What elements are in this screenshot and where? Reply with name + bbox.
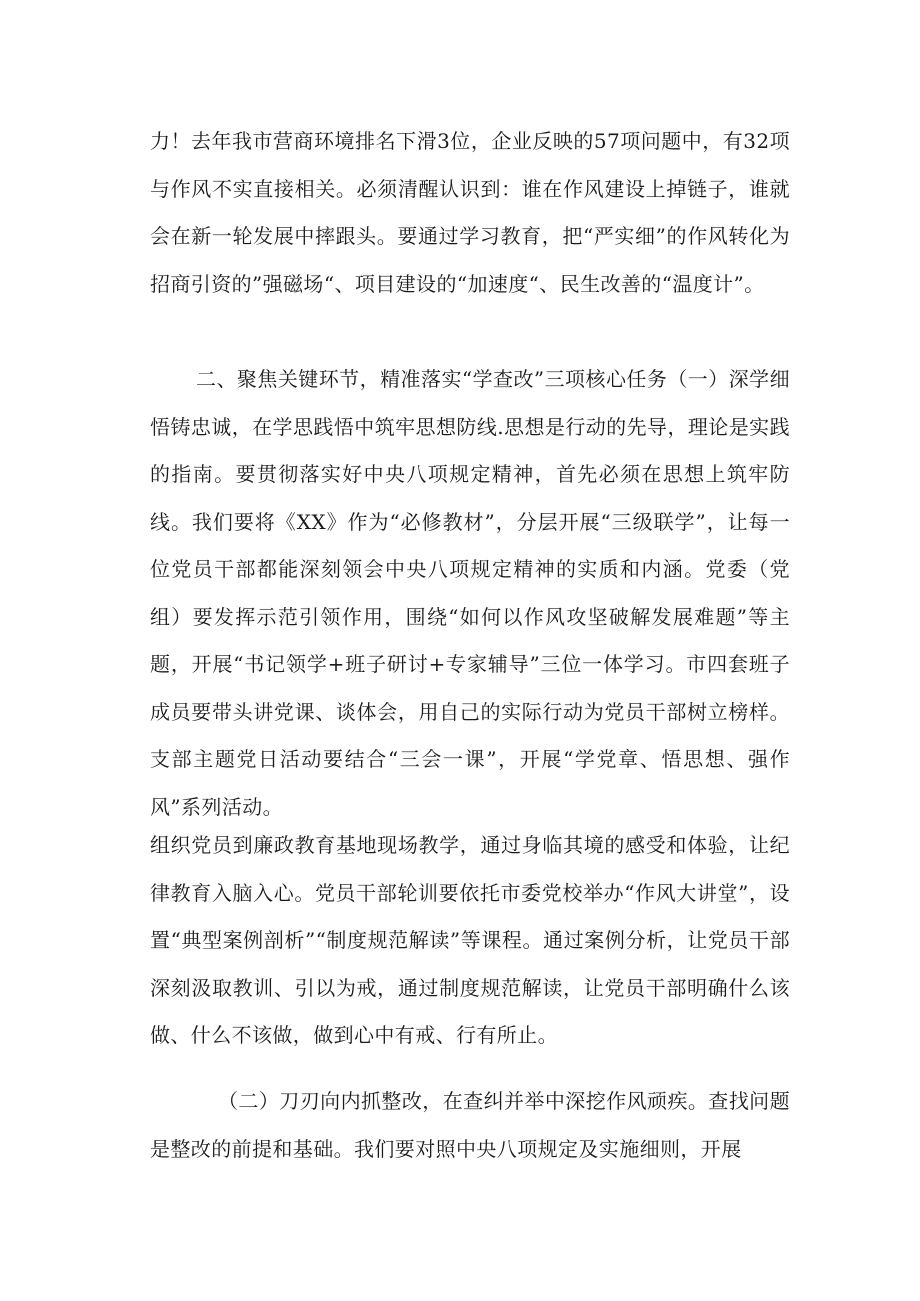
paragraph-rectification: （二）刀刃向内抓整改，在查纠并举中深挖作风顽疾。查找问题是整改的前提和基础。我们要对照中央八项规定及实施细则，开展 (150, 1089, 790, 1161)
paragraph-section-two: 二、聚焦关键环节，精准落实“学查改”三项核心任务（一）深学细悟铸忠诚，在学思践悟中筑牢思想防线.思想是行动的先导，理论是实践的指南。要贯彻落实好中央八项规定精神，首先必须在思想上筑牢防线。我们要将《XX》作为“必修教材”，分层开展“三级联学”，让每一位党员干部都能深刻领会中央八项规定精神的实质和内涵。党委（党组）要发挥示范引领作用，围绕“如何以作风攻坚破解发展难题”等主题，开展“书记领学+班子研讨+专家辅导”三位一体学习。市四套班子成员要带头讲党课、谈体会，用自己的实际行动为党员干部树立榜样。支部主题党日活动要结合“三会一课”，开展“学党章、悟思想、强作风”系列活动。 (150, 367, 790, 819)
paragraph-discipline-education: 组织党员到廉政教育基地现场教学，通过身临其境的感受和体验，让纪律教育入脑入心。党员干部轮训要依托市委党校举办“作风大讲堂”，设置“典型案例剖析”“制度规范解读”等课程。通过案例分析，让党员干部深刻汲取教训、引以为戒，通过制度规范解读，让党员干部明确什么该做、什么不该做，做到心中有戒、行有所止。 (150, 833, 790, 1047)
paragraph-continuation: 力！去年我市营商环境排名下滑3位，企业反映的57项问题中，有32项与作风不实直接相关。必须清醒认识到：谁在作风建设上掉链子，谁就会在新一轮发展中摔跟头。要通过学习教育，把“严实细”的作风转化为招商引资的”强磁场“、项目建设的“加速度“、民生改善的“温度计”。 (150, 129, 790, 296)
